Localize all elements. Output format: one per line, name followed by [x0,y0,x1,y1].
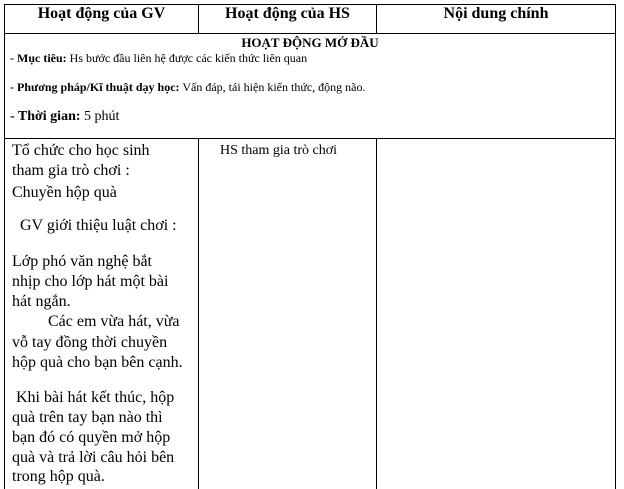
gv-line-10: hộp quà cho bạn bên cạnh. [12,354,183,371]
gv-line-14: quà và trả lời câu hỏi bên [12,449,175,466]
column-divider-2-lower [376,138,377,489]
gv-line-12: quà trên tay bạn nào thì [12,409,163,426]
table-border-right [615,4,616,489]
thoi-gian-row [10,108,614,126]
gv-line-8: Các em vừa hát, vừa [48,313,180,330]
intro-divider [4,138,616,139]
muc-tieu-text: Hs bước đầu liên hệ được các kiến thức liên quan [66,51,308,65]
phuong-phap-label: - Phương pháp/Kĩ thuật dạy học: [10,80,180,94]
gv-line-15: trong hộp quà. [12,468,105,485]
gv-line-6: nhịp cho lớp hát một bài [12,273,169,290]
muc-tieu-label: - Mục tiêu: [10,51,67,65]
muc-tieu-row [10,51,614,65]
section-title: HOẠT ĐỘNG MỞ ĐẦU [241,35,379,50]
gv-line-9: vỗ tay đồng thời chuyền [12,334,168,351]
gv-line-13: bạn đó có quyền mở hộp [12,429,171,446]
phuong-phap-row [10,80,614,94]
gv-line-2: tham gia trò chơi : [12,162,130,179]
header-divider [4,33,616,34]
thoi-gian-text: 5 phút [80,109,120,124]
gv-line-4: GV giới thiệu luật chơi : [20,217,177,234]
gv-line-7: hát ngắn. [12,293,71,310]
header-noi-dung: Nội dung chính [443,5,549,22]
gv-line-1: Tổ chức cho học sinh [12,142,150,159]
header-gv: Hoạt động của GV [37,5,166,22]
hs-activity: HS tham gia trò chơi [220,143,338,158]
phuong-phap-text: Vấn đáp, tái hiện kiến thức, động não. [179,80,366,94]
gv-line-3: Chuyền hộp quà [12,184,117,201]
column-divider-1-lower [198,138,199,489]
table-border-left [4,4,5,489]
gv-line-5: Lớp phó văn nghệ bắt [12,253,152,270]
gv-line-11: Khi bài hát kết thúc, hộp [16,389,175,406]
header-hs: Hoạt động của HS [225,5,350,22]
thoi-gian-label: - Thời gian: [10,109,81,124]
